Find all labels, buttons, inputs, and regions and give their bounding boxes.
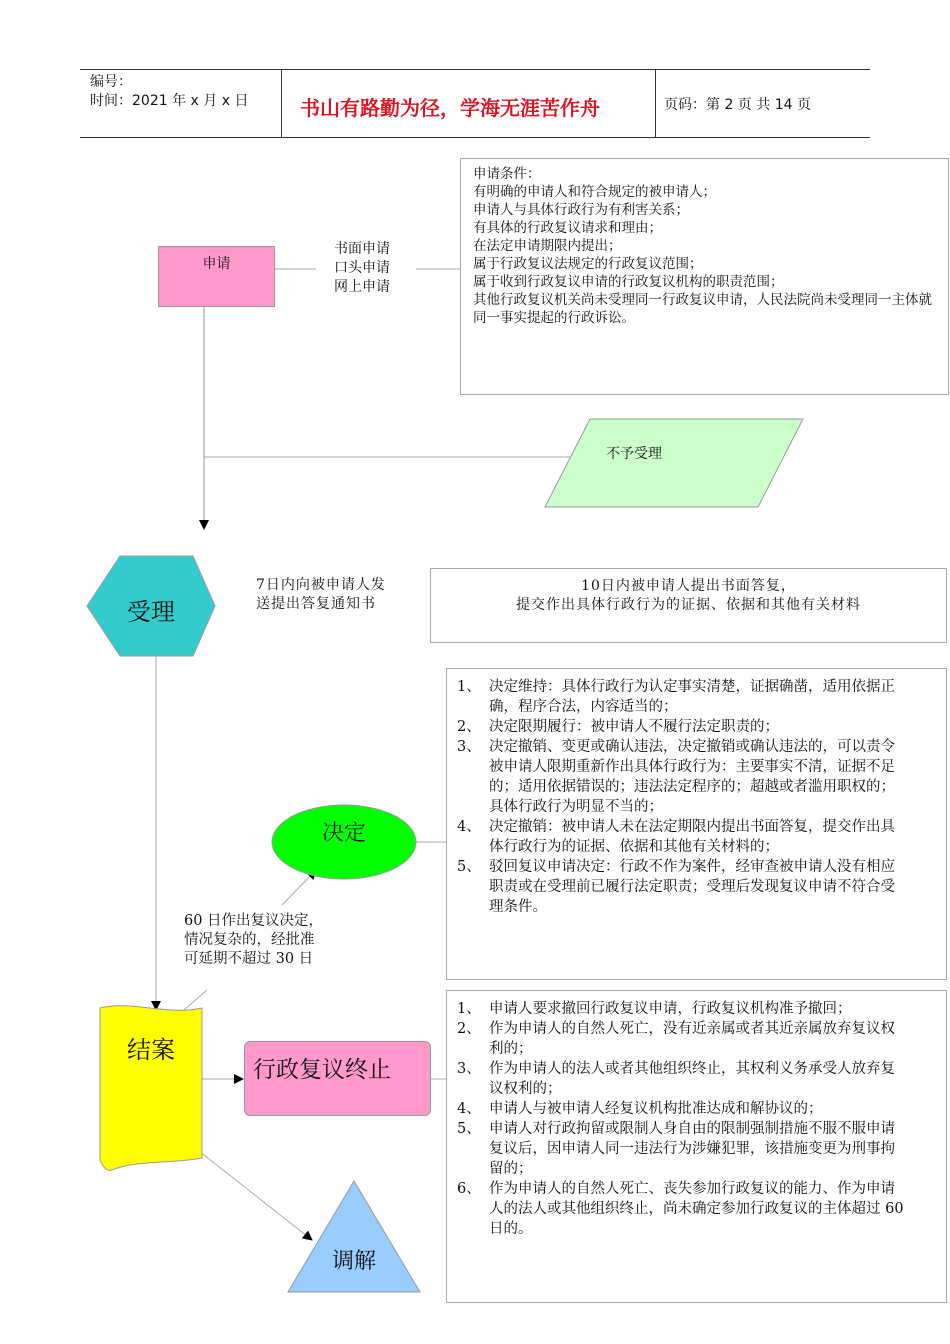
apply-methods bbox=[334, 240, 390, 297]
decision-item: 2、 决定限期履行：被申请人不履行法定职责的； bbox=[457, 719, 779, 735]
termination-list-box bbox=[446, 990, 947, 1303]
reject-shape bbox=[545, 419, 803, 507]
decision-item: 4、 决定撤销：被申请人未在法定期限内提出书面答复，提交作出具体行政行为的证据、依据和其他有关材料的； bbox=[457, 819, 895, 855]
termination-label: 行政复议终止 bbox=[253, 1057, 391, 1083]
condition-item: 属于收到行政复议申请的行政复议机构的职责范围； bbox=[473, 274, 784, 290]
deadline-line-1: 60 日作出复议决定， bbox=[184, 913, 324, 929]
decision-item: 5、 驳回复议申请决定：行政不作为案件，经审查被申请人没有相应职责或在受理前已履行法定职责；受理后发现复议申请不符合受理条件。 bbox=[457, 859, 895, 915]
header-motto: 书山有路勤为径，学海无涯苦作舟 bbox=[300, 96, 600, 120]
condition-item: 在法定申请期限内提出； bbox=[473, 238, 622, 254]
condition-item: 申请人与具体行政行为有利害关系； bbox=[473, 202, 689, 218]
termination-item: 4、 申请人与被申请人经复议机构批准达成和解协议的； bbox=[457, 1101, 823, 1117]
notice-7days: 7日内向被申请人发送提出答复通知书 bbox=[256, 577, 386, 612]
termination-item: 1、 申请人要求撤回行政复议申请，行政复议机构准予撤回； bbox=[457, 1001, 852, 1017]
termination-item: 6、 作为申请人的自然人死亡、丧失参加行政复议的能力、作为申请人的法人或其他组织终止，尚未确定参加行政复议的主体超过 60 日的。 bbox=[457, 1181, 904, 1237]
condition-item: 有具体的行政复议请求和理由； bbox=[473, 220, 662, 236]
condition-item: 其他行政复议机关尚未受理同一行政复议申请，人民法院尚未受理同一主体就同一事实提起的行政诉讼。 bbox=[473, 292, 932, 326]
connector-close-mediation bbox=[185, 1140, 312, 1240]
conditions-box bbox=[460, 158, 949, 395]
close-case-label: 结案 bbox=[127, 1036, 175, 1064]
decision-list-box bbox=[446, 668, 947, 980]
decision-item: 1、 决定维持：具体行政行为认定事实清楚，证据确凿，适用依据正确，程序合法，内容适当的； bbox=[457, 679, 895, 715]
apply-box bbox=[158, 246, 275, 307]
header-number-label: 编号： bbox=[90, 74, 132, 90]
apply-method-written: 书面申请 bbox=[334, 241, 390, 257]
reply-line-2: 提交作出具体行政行为的证据、依据和其他有关材料 bbox=[516, 597, 861, 613]
deadline-line-2: 情况复杂的，经批准 bbox=[184, 932, 315, 948]
termination-box bbox=[244, 1041, 431, 1116]
decision-list bbox=[447, 677, 906, 917]
termination-list bbox=[447, 999, 906, 1239]
apply-label: 申请 bbox=[202, 256, 231, 272]
conditions-title: 申请条件： bbox=[473, 166, 541, 182]
deadline-line-3: 可延期不超过 30 日 bbox=[184, 951, 314, 967]
mediation-label: 调解 bbox=[331, 1249, 376, 1274]
decision-label: 决定 bbox=[321, 821, 366, 846]
reply-line-1: 10日内被申请人提出书面答复， bbox=[581, 578, 796, 594]
condition-item: 有明确的申请人和符合规定的被申请人； bbox=[473, 184, 716, 200]
termination-item: 5、 申请人对行政拘留或限制人身自由的限制强制措施不服不服申请复议后，因申请人同一违法行为涉嫌犯罪，该措施变更为刑事拘留的； bbox=[457, 1121, 895, 1177]
header-page-label: 页码：第 2 页 共 14 页 bbox=[664, 97, 811, 113]
accept-label: 受理 bbox=[127, 598, 175, 626]
decision-item: 3、 决定撤销、变更或确认违法，决定撤销或确认违法的，可以责令被申请人限期重新作出具体行政行为：主要事实不清，证据不足的；适用依据错误的；违法法定程序的；超越或者滥用职权的；具体行政行为明显不当的； bbox=[457, 739, 895, 815]
apply-method-online: 网上申请 bbox=[334, 279, 390, 295]
header-time-label: 时间：2021 年 x 月 x 日 bbox=[90, 93, 249, 109]
arrowhead-to-accept bbox=[199, 520, 209, 530]
reply-10days-box bbox=[430, 568, 947, 643]
reject-label: 不予受理 bbox=[606, 446, 662, 462]
apply-method-oral: 口头申请 bbox=[334, 260, 390, 276]
condition-item: 属于行政复议法规定的行政复议范围； bbox=[473, 256, 703, 272]
deadline-note bbox=[184, 912, 323, 969]
termination-item: 3、 作为申请人的法人或者其他组织终止，其权利义务承受人放弃复议权利的； bbox=[457, 1061, 895, 1097]
termination-item: 2、 作为申请人的自然人死亡，没有近亲属或者其近亲属放弃复议权利的； bbox=[457, 1021, 895, 1057]
